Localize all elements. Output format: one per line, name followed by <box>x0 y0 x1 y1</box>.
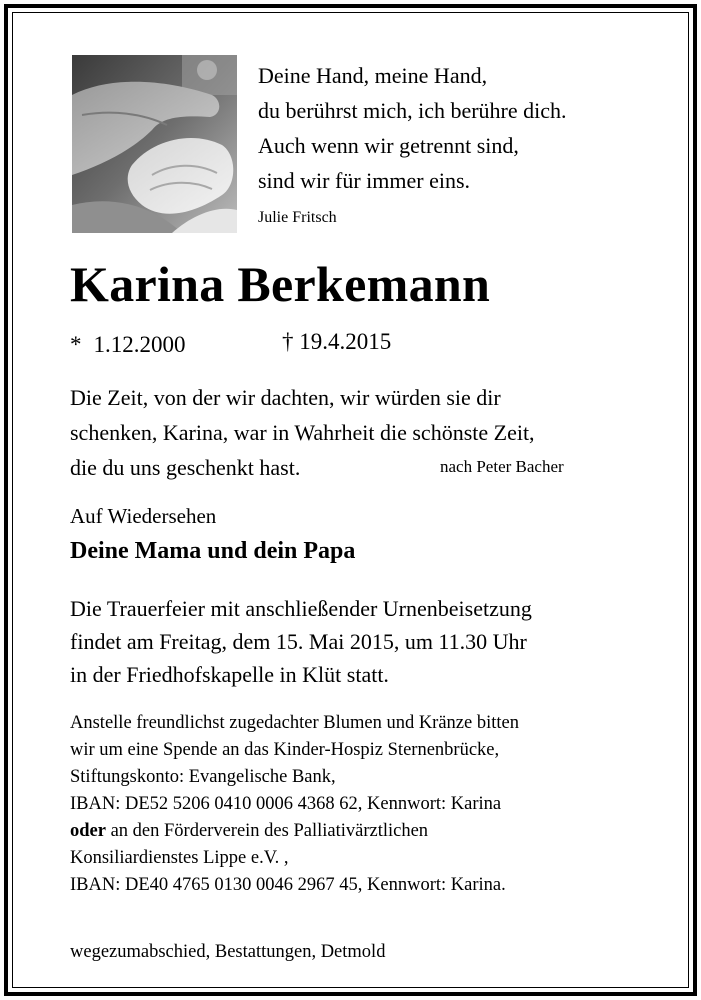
service-info <box>70 592 532 691</box>
death-info <box>282 329 391 355</box>
birth-date: 1.12.2000 <box>93 332 186 357</box>
donation-line: Anstelle freundlichst zugedachter Blumen und Kränze bitten <box>70 713 519 733</box>
poem-line: sind wir für immer eins. <box>258 168 471 193</box>
birth-info <box>70 332 186 358</box>
donation-line: Stiftungskonto: Evangelische Bank, <box>70 767 336 787</box>
farewell-text: Auf Wiedersehen <box>70 504 217 528</box>
donation-line: Konsiliardienstes Lippe e.V. , <box>70 848 289 868</box>
service-line: findet am Freitag, dem 15. Mai 2015, um 11.30 Uhr <box>70 629 527 654</box>
deceased-name: Karina Berkemann <box>70 256 491 312</box>
quote-line: schenken, Karina, war in Wahrheit die schönste Zeit, <box>70 420 535 445</box>
signed-by: Deine Mama und dein Papa <box>70 538 356 564</box>
quote-author: nach Peter Bacher <box>440 457 564 476</box>
poem-line: du berührst mich, ich berühre dich. <box>258 98 567 123</box>
donation-line-rest: an den Förderverein des Palliativärztlichen <box>105 821 429 841</box>
donation-line: IBAN: DE40 4765 0130 0046 2967 45, Kennwort: Karina. <box>70 875 506 895</box>
quote-line: Die Zeit, von der wir dachten, wir würden sie dir <box>70 385 501 410</box>
donation-line: wir um eine Spende an das Kinder-Hospiz Sternenbrücke, <box>70 740 500 760</box>
poem-line: Auch wenn wir getrennt sind, <box>258 133 519 158</box>
donation-line: IBAN: DE52 5206 0410 0006 4368 62, Kennwort: Karina <box>70 794 502 814</box>
donation-info <box>70 710 519 899</box>
funeral-home: wegezumabschied, Bestattungen, Detmold <box>70 942 386 962</box>
holding-hands-photo <box>72 55 237 233</box>
birth-symbol: * <box>70 332 82 357</box>
donation-or: oder <box>70 821 106 841</box>
poem <box>258 58 567 198</box>
donation-line <box>70 818 519 845</box>
quote-line: die du uns geschenkt hast. <box>70 455 301 480</box>
death-date: 19.4.2015 <box>299 329 392 354</box>
poem-author: Julie Fritsch <box>258 209 337 226</box>
poem-line: Deine Hand, meine Hand, <box>258 63 488 88</box>
service-line: in der Friedhofskapelle in Klüt statt. <box>70 662 389 687</box>
service-line: Die Trauerfeier mit anschließender Urnenbeisetzung <box>70 596 532 621</box>
death-symbol: † <box>282 329 294 354</box>
